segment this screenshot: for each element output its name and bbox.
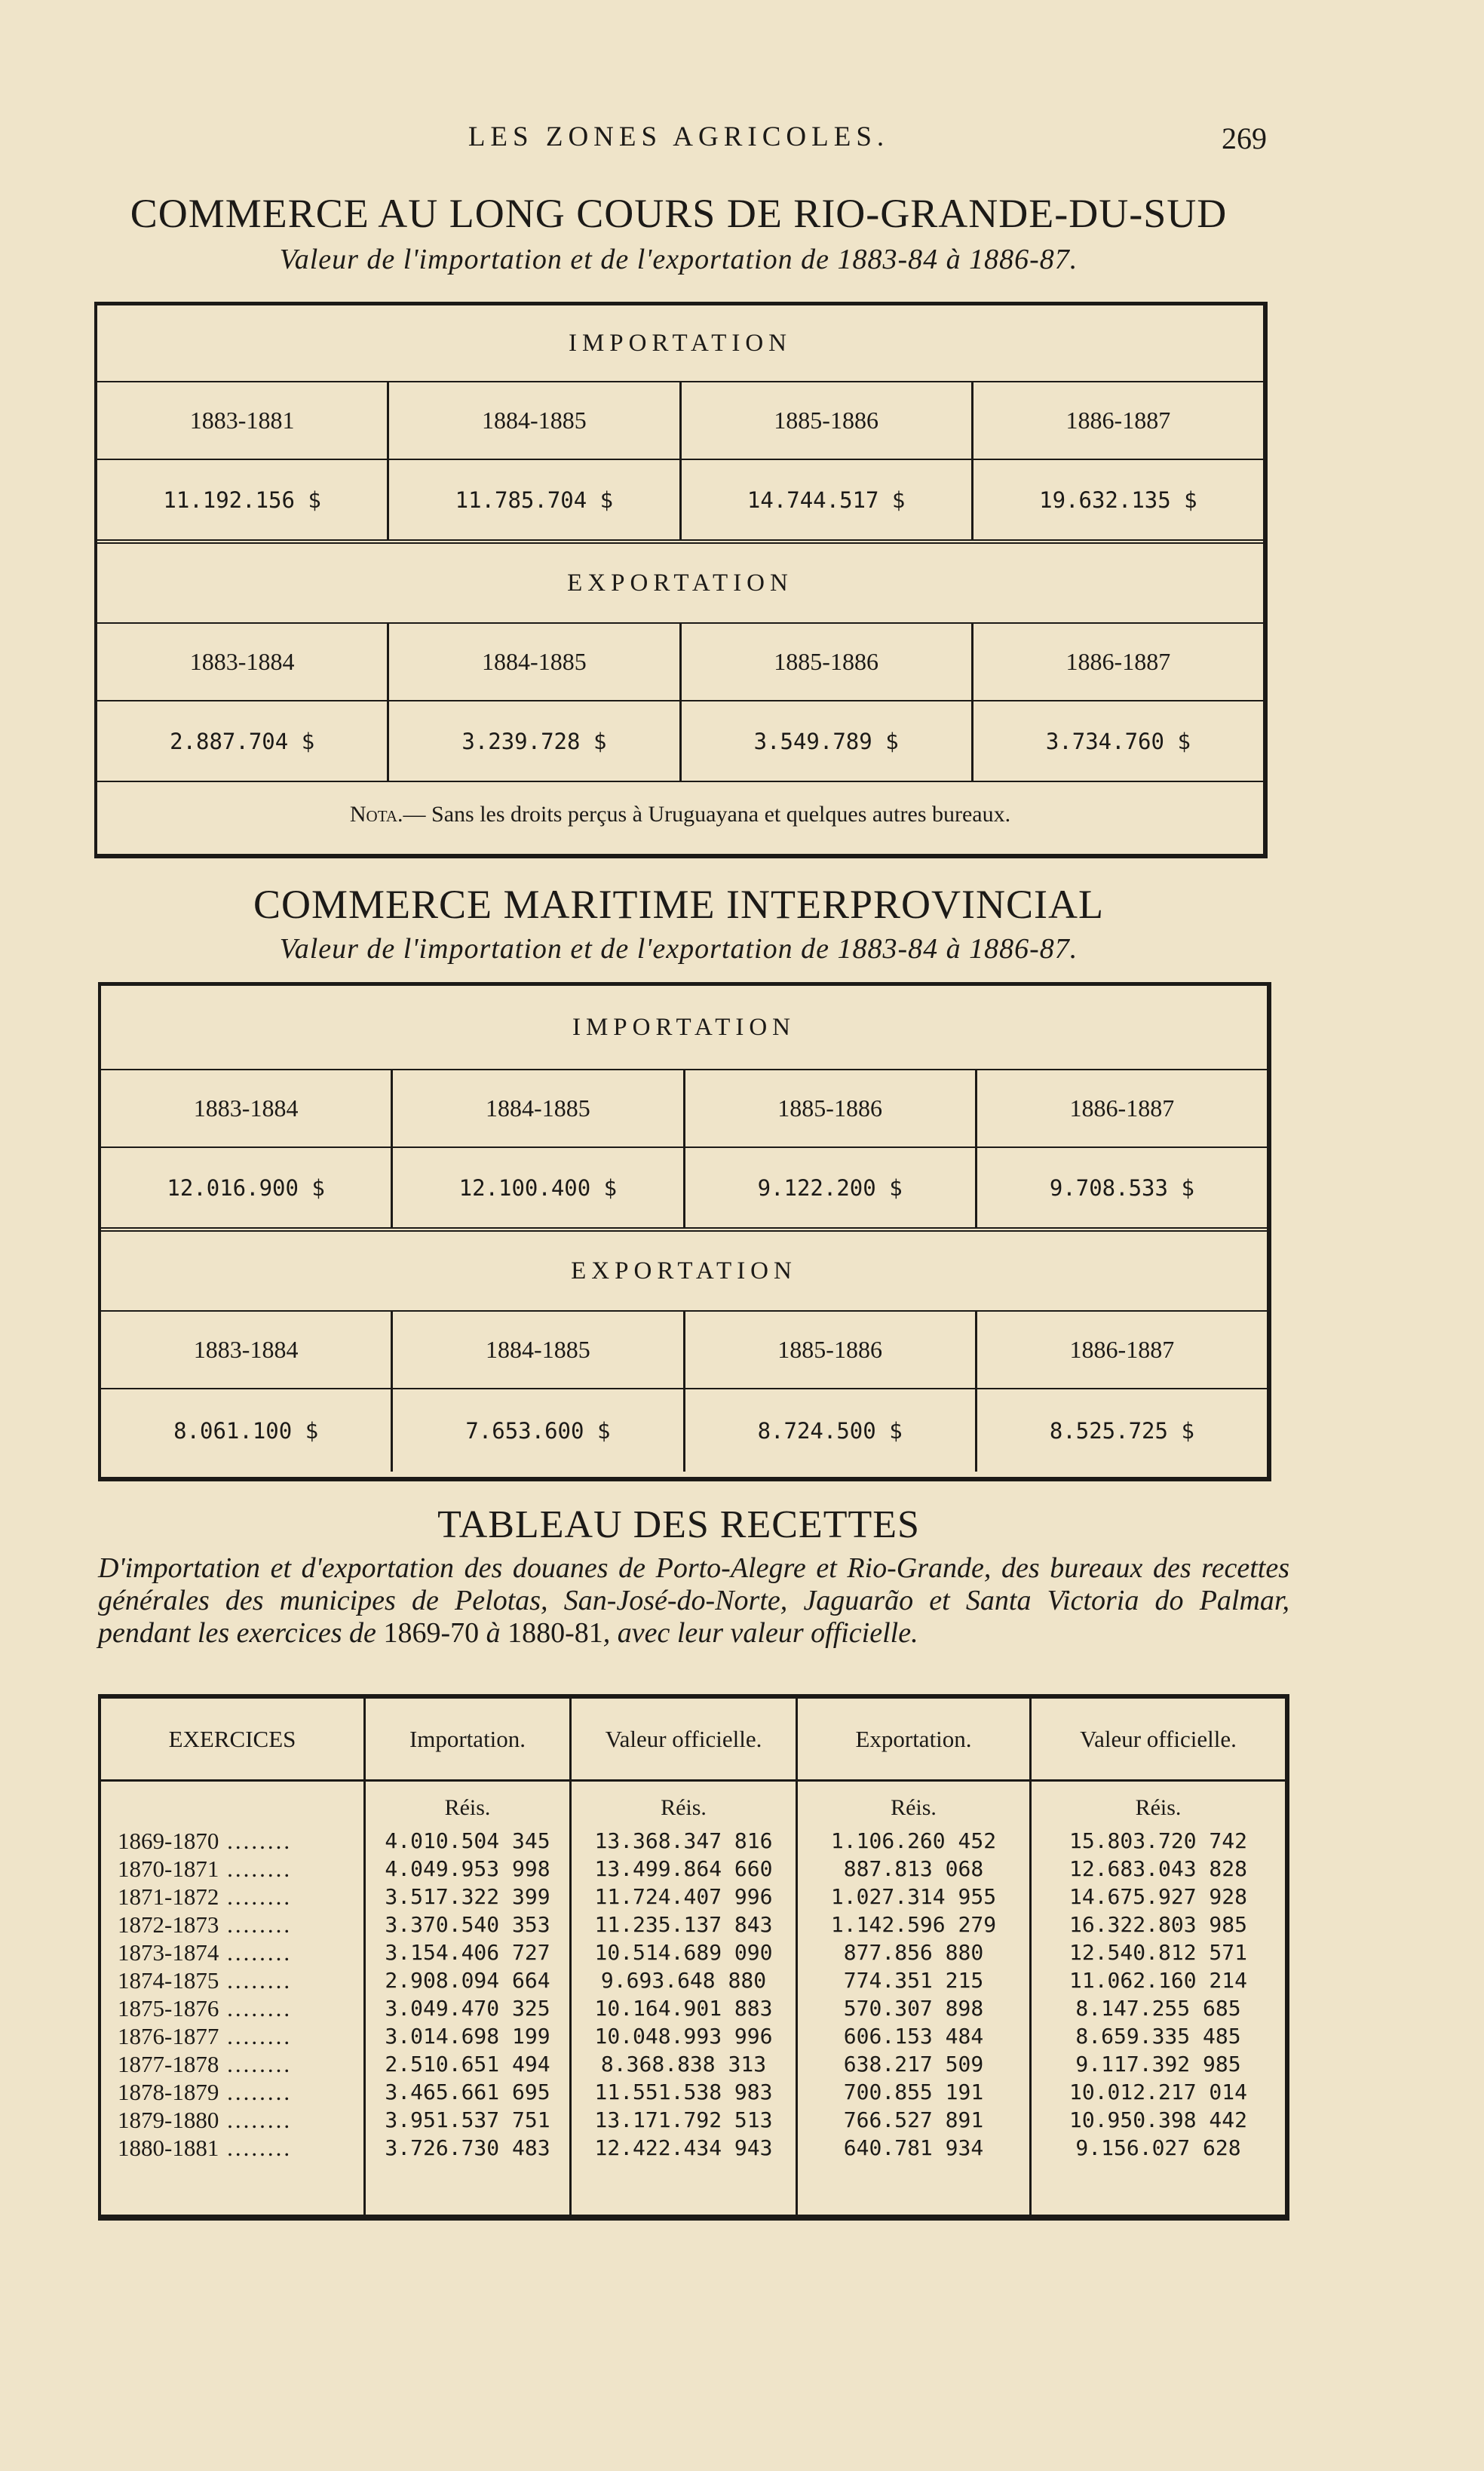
valeur-exportation-values	[1032, 1827, 1285, 2162]
years-list	[101, 1827, 363, 2162]
exercise-year	[101, 1911, 363, 1938]
table-cell: 10.048.993 996	[594, 2024, 773, 2049]
table-cell: 12.540.812 571	[1069, 1940, 1247, 1965]
year-cell: 1886-1887	[971, 382, 1263, 459]
leader-dots: ........	[219, 1967, 293, 1994]
table-cell: 3.049.470 325	[385, 1996, 550, 2021]
leader-dots: ........	[219, 2135, 293, 2161]
table-cell: 640.781 934	[843, 2135, 984, 2160]
year-cell: 1886-1887	[971, 624, 1263, 700]
table-cell: 3.014.698 199	[385, 2024, 550, 2049]
exercise-year	[101, 1855, 363, 1883]
unit-label: Réis.	[1135, 1795, 1182, 1820]
section3-description	[98, 1552, 1289, 1650]
exercise-year	[101, 1938, 363, 1966]
year-cell: 1885-1886	[683, 1312, 975, 1388]
value-cell: 2.887.704 $	[170, 728, 315, 754]
table-cell: 14.675.927 928	[1069, 1884, 1247, 1909]
col-header: Importation.	[366, 1699, 569, 1782]
col-header: EXERCICES	[101, 1699, 363, 1782]
year-cell: 1883-1884	[189, 648, 295, 675]
running-title: LES ZONES AGRICOLES.	[468, 121, 890, 152]
table-cell: 3.465.661 695	[385, 2080, 550, 2104]
table-cell: 10.514.689 090	[594, 1940, 773, 1965]
exercise-year	[101, 1966, 363, 1994]
exercise-year	[101, 2078, 363, 2106]
table-cell: 4.010.504 345	[385, 1828, 550, 1853]
table-cell: 877.856 880	[843, 1940, 984, 1965]
desc-year: 1869-70	[383, 1617, 480, 1649]
desc-year: 1880-81	[507, 1617, 603, 1649]
leader-dots: ........	[219, 1995, 293, 2021]
col-header: Valeur officielle.	[572, 1699, 796, 1782]
value-cell: 12.016.900 $	[167, 1174, 325, 1201]
section1-subtitle: Valeur de l'importation et de l'exportation de 1883-84 à 1886-87.	[279, 244, 1078, 275]
table-cell: 8.368.838 313	[600, 2052, 767, 2077]
year-cell: 1885-1886	[679, 382, 971, 459]
exercise-year-label: 1873-1874	[118, 1939, 219, 1966]
table-cell: 3.726.730 483	[385, 2135, 550, 2160]
table-cell: 13.171.792 513	[594, 2107, 773, 2132]
note-text: — Sans les droits perçus à Uruguayana et quelques autres bureaux.	[403, 801, 1011, 827]
leader-dots: ........	[219, 2051, 293, 2077]
value-cell: 7.653.600 $	[391, 1389, 682, 1472]
year-cell: 1884-1885	[387, 382, 679, 459]
table-cell: 11.551.538 983	[594, 2080, 773, 2104]
table-cell: 13.368.347 816	[594, 1828, 773, 1853]
table-cell: 570.307 898	[843, 1996, 984, 2021]
leader-dots: ........	[219, 1856, 293, 1882]
col-header: Exportation.	[798, 1699, 1029, 1782]
col-importation	[363, 1699, 569, 2215]
table-cell: 1.027.314 955	[830, 1884, 997, 1909]
value-cell: 9.708.533 $	[975, 1148, 1267, 1227]
col-valeur-exportation	[1029, 1699, 1285, 2215]
desc-part: , avec leur valeur officielle.	[602, 1617, 918, 1649]
section3-title: TABLEAU DES RECETTES	[437, 1503, 920, 1546]
table-cell: 10.012.217 014	[1069, 2080, 1247, 2104]
leader-dots: ........	[219, 1883, 293, 1910]
importation-values	[366, 1827, 569, 2162]
section2-subtitle: Valeur de l'importation et de l'exportation de 1883-84 à 1886-87.	[279, 933, 1078, 965]
value-cell: 14.744.517 $	[679, 460, 971, 539]
table-cell: 9.117.392 985	[1075, 2052, 1241, 2077]
col-exportation	[796, 1699, 1029, 2215]
note-lead: Nota.	[349, 801, 403, 827]
valeur-importation-values	[572, 1827, 796, 2162]
value-cell: 12.100.400 $	[391, 1148, 682, 1227]
table-cell: 1.106.260 452	[830, 1828, 997, 1853]
exercise-year	[101, 1827, 363, 1855]
section2-importation-years	[101, 1069, 1267, 1146]
table-cell: 13.499.864 660	[594, 1856, 773, 1881]
section2-title: COMMERCE MARITIME INTERPROVINCIAL	[253, 882, 1104, 927]
table-cell: 12.683.043 828	[1069, 1856, 1247, 1881]
year-cell: 1886-1887	[975, 1070, 1267, 1146]
table-cell: 700.855 191	[843, 2080, 984, 2104]
table-cell: 11.235.137 843	[594, 1912, 773, 1937]
table-cell: 2.510.651 494	[385, 2052, 550, 2077]
year-cell: 1883-1884	[193, 1336, 299, 1363]
table-cell: 8.147.255 685	[1075, 1996, 1241, 2021]
value-cell: 3.734.760 $	[971, 701, 1263, 781]
table-cell: 10.950.398 442	[1069, 2107, 1247, 2132]
year-cell: 1884-1885	[387, 624, 679, 700]
table-cell: 9.156.027 628	[1075, 2135, 1241, 2160]
table-cell: 766.527 891	[843, 2107, 984, 2132]
table-cell: 3.517.322 399	[385, 1884, 550, 1909]
exercise-year-label: 1880-1881	[118, 2135, 219, 2161]
section2-importation-values	[101, 1146, 1267, 1227]
value-cell: 3.239.728 $	[387, 701, 679, 781]
year-cell: 1883-1881	[189, 407, 295, 434]
desc-part: à	[479, 1617, 508, 1649]
table-cell: 16.322.803 985	[1069, 1912, 1247, 1937]
leader-dots: ........	[219, 2079, 293, 2105]
value-cell: 8.724.500 $	[683, 1389, 975, 1472]
table-cell: 11.724.407 996	[594, 1884, 773, 1909]
section1-importation-header: IMPORTATION	[568, 329, 793, 357]
section1-exportation-years	[97, 622, 1263, 700]
table-cell: 3.154.406 727	[385, 1940, 550, 1965]
exercise-year-label: 1869-1870	[118, 1828, 219, 1854]
table-cell: 2.908.094 664	[385, 1968, 550, 1993]
section2-table	[98, 982, 1271, 1481]
exercise-year	[101, 1994, 363, 2022]
desc-part: D'importation et d'exportation des douanes de Porto-Alegre et Rio-Grande, des bureaux des recettes générales des municipes de Pelotas, San-José-do-Norte, Jaguarão et Santa Victoria do Palmar, pendant les exercices de	[98, 1552, 1289, 1649]
year-cell: 1885-1886	[683, 1070, 975, 1146]
table-cell: 9.693.648 880	[600, 1968, 767, 1993]
exercise-year-label: 1871-1872	[118, 1883, 219, 1910]
receipts-table	[98, 1694, 1289, 2221]
table-cell: 1.142.596 279	[830, 1912, 997, 1937]
leader-dots: ........	[219, 2107, 293, 2133]
exercise-year	[101, 2106, 363, 2134]
section2-exportation-years	[101, 1310, 1267, 1388]
section1-title: COMMERCE AU LONG COURS DE RIO-GRANDE-DU-SUD	[130, 191, 1228, 236]
table-cell: 8.659.335 485	[1075, 2024, 1241, 2049]
exercise-year	[101, 2134, 363, 2162]
leader-dots: ........	[219, 1911, 293, 1938]
exercise-year-label: 1875-1876	[118, 1995, 219, 2021]
exercise-year-label: 1874-1875	[118, 1967, 219, 1994]
section1-note	[97, 781, 1263, 846]
exercise-year-label: 1876-1877	[118, 2023, 219, 2049]
value-cell: 11.785.704 $	[387, 460, 679, 539]
table-cell: 4.049.953 998	[385, 1856, 550, 1881]
unit-label: Réis.	[444, 1795, 491, 1820]
exercise-year	[101, 2050, 363, 2078]
section1-exportation-header: EXPORTATION	[97, 539, 1263, 622]
page-number: 269	[1222, 121, 1267, 155]
exercise-year-label: 1879-1880	[118, 2107, 219, 2133]
table-cell: 3.370.540 353	[385, 1912, 550, 1937]
section1-table	[94, 302, 1268, 858]
exercise-year	[101, 2022, 363, 2050]
table-cell: 3.951.537 751	[385, 2107, 550, 2132]
table-cell: 606.153 484	[843, 2024, 984, 2049]
leader-dots: ........	[219, 1828, 293, 1854]
table-cell: 774.351 215	[843, 1968, 984, 1993]
section1-importation-years	[97, 381, 1263, 459]
exercise-year-label: 1872-1873	[118, 1911, 219, 1938]
table-cell: 15.803.720 742	[1069, 1828, 1247, 1853]
exercise-year-label: 1870-1871	[118, 1856, 219, 1882]
year-cell: 1884-1885	[391, 1070, 682, 1146]
exercise-year-label: 1877-1878	[118, 2051, 219, 2077]
year-cell: 1886-1887	[975, 1312, 1267, 1388]
table-cell: 10.164.901 883	[594, 1996, 773, 2021]
table-cell: 638.217 509	[843, 2052, 984, 2077]
section1-exportation-values	[97, 700, 1263, 781]
exercise-year	[101, 1883, 363, 1911]
table-cell: 887.813 068	[843, 1856, 984, 1881]
unit-label: Réis.	[661, 1795, 707, 1820]
col-header: Valeur officielle.	[1032, 1699, 1285, 1782]
col-exercices	[101, 1699, 363, 2215]
value-cell: 3.549.789 $	[679, 701, 971, 781]
col-valeur-importation	[569, 1699, 796, 2215]
value-cell: 19.632.135 $	[971, 460, 1263, 539]
year-cell: 1883-1884	[193, 1094, 299, 1122]
value-cell: 11.192.156 $	[163, 487, 321, 513]
unit-label: Réis.	[891, 1795, 937, 1820]
leader-dots: ........	[219, 2023, 293, 2049]
year-cell: 1884-1885	[391, 1312, 682, 1388]
section2-exportation-values	[101, 1388, 1267, 1472]
value-cell: 8.525.725 $	[975, 1389, 1267, 1472]
exportation-values	[798, 1827, 1029, 2162]
value-cell: 9.122.200 $	[683, 1148, 975, 1227]
year-cell: 1885-1886	[679, 624, 971, 700]
section2-importation-header: IMPORTATION	[572, 1013, 796, 1041]
exercise-year-label: 1878-1879	[118, 2079, 219, 2105]
table-cell: 12.422.434 943	[594, 2135, 773, 2160]
section1-importation-values	[97, 459, 1263, 539]
running-head	[90, 121, 1267, 158]
leader-dots: ........	[219, 1939, 293, 1966]
section2-exportation-header: EXPORTATION	[101, 1227, 1267, 1310]
value-cell: 8.061.100 $	[173, 1417, 319, 1444]
table-cell: 11.062.160 214	[1069, 1968, 1247, 1993]
